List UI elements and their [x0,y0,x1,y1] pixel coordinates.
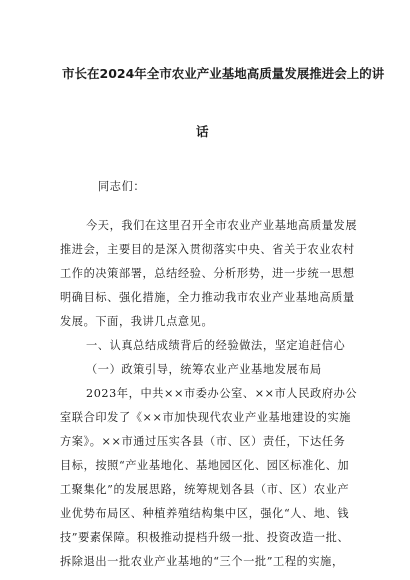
body-line: 推进会，主要目的是深入贯彻落实中央、省关于农业农村 [60,243,355,256]
body-line: 今天，我们在这里召开全市农业产业基地高质量发展 [86,219,358,232]
salutation: 同志们： [98,180,146,193]
body-line: 拆除退出一批农业产业基地的“三个一批”工程的实施， [60,555,344,568]
body-line: 技”要素保障。积极推动提档升级一批、投资改造一批、 [60,531,350,544]
section-heading: 一、认真总结成绩背后的经验做法，坚定追赶信心 [86,339,346,352]
body-line: 明确目标、强化措施，全力推动我市农业产业基地高质量 [60,291,355,304]
body-line: 室联合印发了《××市加快现代农业产业基地建设的实施 [60,411,352,424]
document-title-continuation: 话 [196,124,209,139]
subsection-heading: （一）政策引导，统筹农业产业基地发展布局 [86,363,322,376]
body-line: 业优势布局区、种植养殖结构集中区，强化“人、地、钱 [60,507,350,520]
document-title: 市长在2024年全市农业产业基地高质量发展推进会上的讲 [62,66,385,81]
body-line: 2023年，中共××市委办公室、××市人民政府办公 [86,387,358,400]
body-line: 发展。下面，我讲几点意见。 [60,315,214,328]
body-line: 方案》。××市通过压实各县（市、区）责任，下达任务 [60,435,346,448]
body-line: 工聚集化”的发展思路，统筹规划各县（市、区）农业产 [60,483,350,496]
body-line: 工作的决策部署，总结经验、分析形势，进一步统一思想 [60,267,355,280]
body-line: 目标，按照“产业基地化、基地园区化、园区标准化、加 [60,459,350,472]
